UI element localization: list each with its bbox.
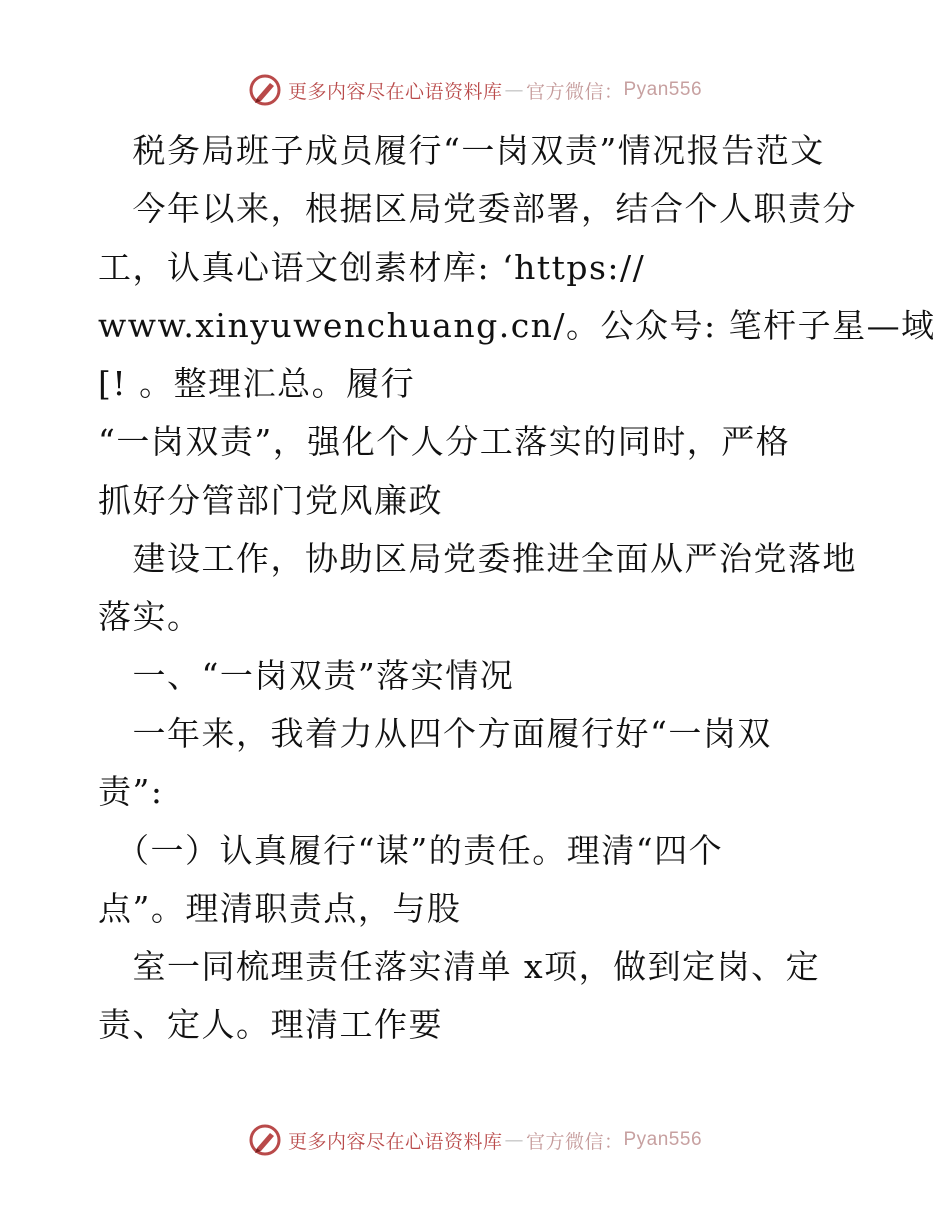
- text-line: www.xinyuwenchuang.cn/。公众号: 笔杆子星—域: [98, 305, 936, 345]
- banner-separator: —: [504, 79, 524, 101]
- section-heading: 一、“一岗双责”落实情况: [98, 655, 515, 695]
- document-body: [98, 122, 936, 1055]
- text-line: 抓好分管部门党风廉政: [98, 480, 443, 520]
- text-line: 点”。理清职责点，与股: [98, 888, 462, 928]
- banner-wechat-label: 官方微信：: [525, 1130, 624, 1153]
- text-line: 责”:: [98, 772, 164, 812]
- text-line: 落实。: [98, 597, 202, 637]
- header-banner: [0, 70, 950, 110]
- document-title: 税务局班子成员履行“一岗双责”情况报告范文: [98, 131, 825, 170]
- text-line: 一年来，我着力从四个方面履行好“一岗双: [98, 713, 772, 753]
- text-line: 室一同梳理责任落实清单 x项，做到定岗、定: [98, 947, 821, 987]
- footer-banner: [0, 1120, 950, 1160]
- banner-wechat-label: 官方微信：: [525, 80, 624, 103]
- text-line: 工，认真心语文创素材库: ‘https://: [98, 247, 646, 287]
- text-line: 责、定人。理清工作要: [98, 1005, 443, 1045]
- text-line: 建设工作，协助区局党委推进全面从严治党落地: [98, 539, 857, 579]
- pen-logo-icon: [248, 73, 282, 107]
- subsection-heading: （一）认真履行“谋”的责任。理清“四个: [98, 830, 724, 870]
- banner-wechat-id: Pyan556: [623, 79, 703, 100]
- banner-wechat-id: Pyan556: [623, 1129, 703, 1150]
- text-line: [! 。整理汇总。履行: [98, 364, 416, 404]
- banner-title: 更多内容尽在心语资料库: [287, 80, 503, 103]
- banner-title: 更多内容尽在心语资料库: [287, 1130, 503, 1153]
- pen-logo-icon: [248, 1123, 282, 1157]
- banner-separator: —: [504, 1129, 524, 1151]
- text-line: “一岗双责”，强化个人分工落实的同时，严格: [98, 422, 791, 462]
- text-line: 今年以来，根据区局党委部署，结合个人职责分: [98, 189, 857, 229]
